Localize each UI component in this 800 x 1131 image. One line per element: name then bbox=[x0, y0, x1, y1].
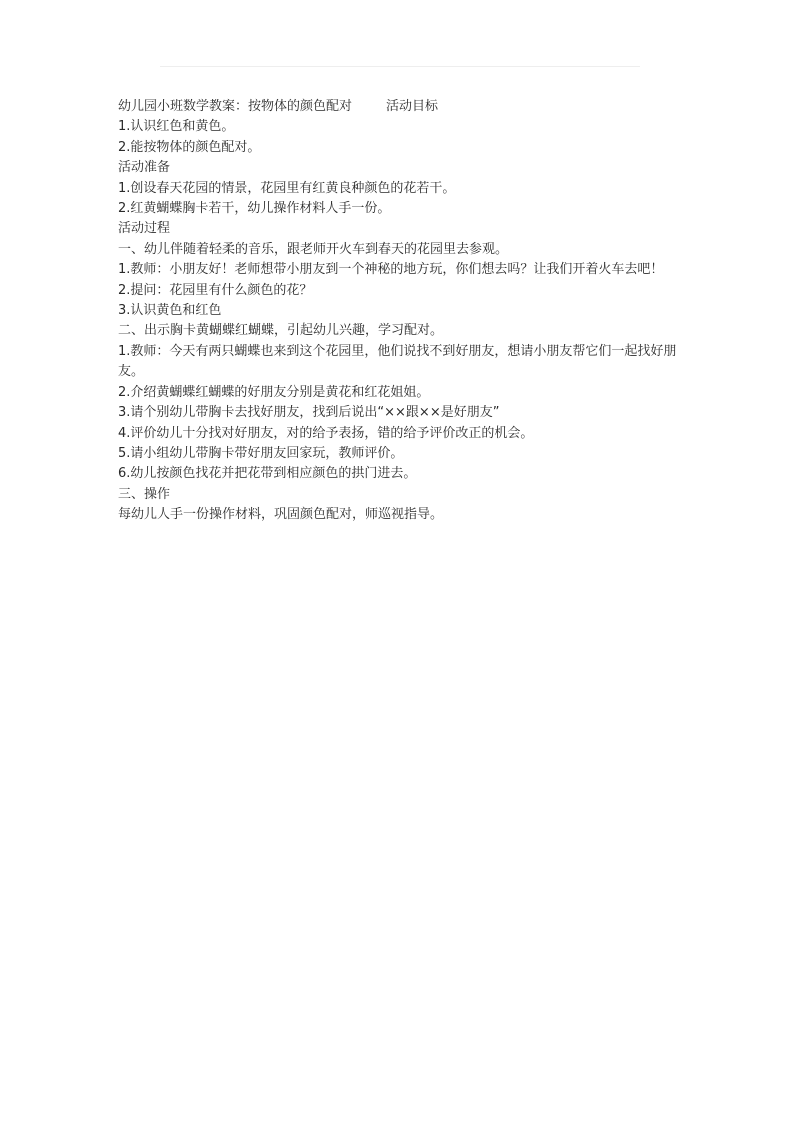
part1-item: 2.提问：花园里有什么颜色的花？ bbox=[118, 282, 313, 298]
part2-item: 6.幼儿按颜色找花并把花带到相应颜色的拱门进去。 bbox=[118, 466, 417, 482]
part2-item: 4.评价幼儿十分找对好朋友，对的给予表扬，错的给予评价改正的机会。 bbox=[118, 425, 534, 441]
part1-heading: 一、幼儿伴随着轻柔的音乐，跟老师开火车到春天的花园里去参观。 bbox=[118, 241, 509, 257]
prep-item: 2.红黄蝴蝶胸卡若干，幼儿操作材料人手一份。 bbox=[118, 201, 391, 217]
part1-item: 3.认识黄色和红色 bbox=[118, 303, 222, 319]
document-title: 幼儿园小班数学教案：按物体的颜色配对 bbox=[118, 99, 353, 114]
part1-item: 1.教师：小朋友好！老师想带小朋友到一个神秘的地方玩，你们想去吗？让我们开着火车去吧！ bbox=[118, 262, 664, 278]
part2-item: 1.教师：今天有两只蝴蝶也来到这个花园里，他们说找不到好朋友，想请小朋友帮它们一起找好朋友。 bbox=[118, 343, 677, 380]
part3-item: 每幼儿人手一份操作材料，巩固颜色配对，师巡视指导。 bbox=[118, 507, 444, 523]
header-rule bbox=[160, 66, 640, 67]
part2-heading: 二、出示胸卡黄蝴蝶红蝴蝶，引起幼儿兴趣，学习配对。 bbox=[118, 323, 444, 339]
goal-heading: 活动目标 bbox=[386, 99, 439, 114]
title-line bbox=[118, 97, 698, 117]
goal-item: 2.能按物体的颜色配对。 bbox=[118, 139, 261, 155]
prep-heading: 活动准备 bbox=[118, 160, 171, 176]
prep-item: 1.创设春天花园的情景，花园里有红黄良种颜色的花若干。 bbox=[118, 180, 456, 196]
part2-item: 2.介绍黄蝴蝶红蝴蝶的好朋友分别是黄花和红花姐姐。 bbox=[118, 384, 430, 400]
part3-heading: 三、操作 bbox=[118, 486, 171, 502]
part2-item: 5.请小组幼儿带胸卡带好朋友回家玩，教师评价。 bbox=[118, 445, 404, 461]
process-heading: 活动过程 bbox=[118, 221, 171, 237]
document-body bbox=[118, 97, 698, 526]
part2-item: 3.请个别幼儿带胸卡去找好朋友，找到后说出“××跟××是好朋友” bbox=[118, 405, 500, 421]
goal-item: 1.认识红色和黄色。 bbox=[118, 119, 235, 135]
